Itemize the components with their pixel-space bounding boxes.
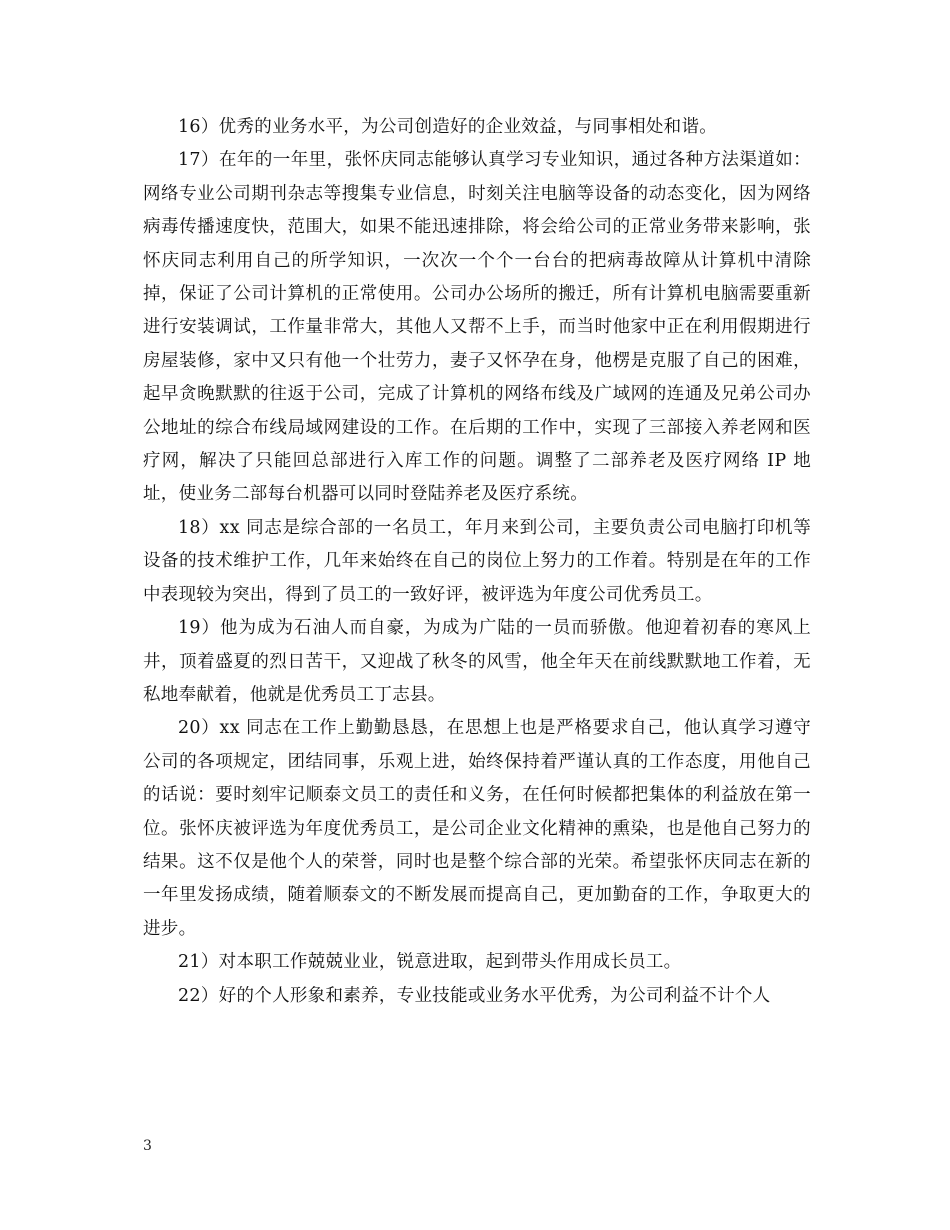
paragraph-21: 21）对本职工作兢兢业业，锐意进取，起到带头作用成长员工。 — [178, 952, 682, 973]
paragraph-20: 20）xx 同志在工作上勤勤恳恳，在思想上也是严格要求自己，他认真学习遵守公司的各项规定，团结同事，乐观上进，始终保持着严谨认真的工作态度，用他自己的话说：要时刻牢记顺泰文员工的责任和义务，在任何时候都把集体的利益放在第一位。张怀庆被评选为年度优秀员工，是公司企业文化精神的熏染，也是他自己努力的结果。这不仅是他个人的荣誉，同时也是整个综合部的光荣。希望张怀庆同志在新的一年里发扬成绩，随着顺泰文的不断发展而提高自己，更加勤奋的工作，争取更大的进步。 — [143, 718, 811, 939]
document-body — [143, 111, 811, 1013]
paragraph-22: 22）好的个人形象和素养，专业技能或业务水平优秀，为公司利益不计个人 — [178, 985, 771, 1006]
paragraph-16: 16）优秀的业务水平，为公司创造好的企业效益，与同事相处和谐。 — [178, 117, 718, 137]
page-number: 3 — [143, 1138, 152, 1154]
paragraph-17: 17）在年的一年里，张怀庆同志能够认真学习专业知识，通过各种方法渠道如：网络专业公司期刊杂志等搜集专业信息，时刻关注电脑等设备的动态变化，因为网络病毒传播速度快，范围大，如果不能迅速排除，将会给公司的正常业务带来影响，张怀庆同志利用自己的所学知识，一次次一个个一台台的把病毒故障从计算机中清除掉，保证了公司计算机的正常使用。公司办公场所的搬迁，所有计算机电脑需要重新进行安装调试，工作量非常大，其他人又帮不上手，而当时他家中正在利用假期进行房屋装修，家中又只有他一个壮劳力，妻子又怀孕在身，他楞是克服了自己的困难，起早贪晚默默的往返于公司，完成了计算机的网络布线及广域网的连通及兄弟公司办公地址的综合布线局域网建设的工作。在后期的工作中，实现了三部接入养老网和医疗网，解决了只能回总部进行入库工作的问题。调整了二部养老及医疗网络 IP 地址，使业务二部每台机器可以同时登陆养老及医疗系统。 — [143, 150, 811, 505]
paragraph-18: 18）xx 同志是综合部的一名员工，年月来到公司，主要负责公司电脑打印机等设备的技术维护工作，几年来始终在自己的岗位上努力的工作着。特别是在年的工作中表现较为突出，得到了员工的一致好评，被评选为年度公司优秀员工。 — [143, 517, 811, 605]
paragraph-19: 19）他为成为石油人而自豪，为成为广陆的一员而骄傲。他迎着初春的寒风上井，顶着盛夏的烈日苦干，又迎战了秋冬的风雪，他全年天在前线默默地工作着，无私地奉献着，他就是优秀员工丁志县。 — [143, 618, 811, 705]
